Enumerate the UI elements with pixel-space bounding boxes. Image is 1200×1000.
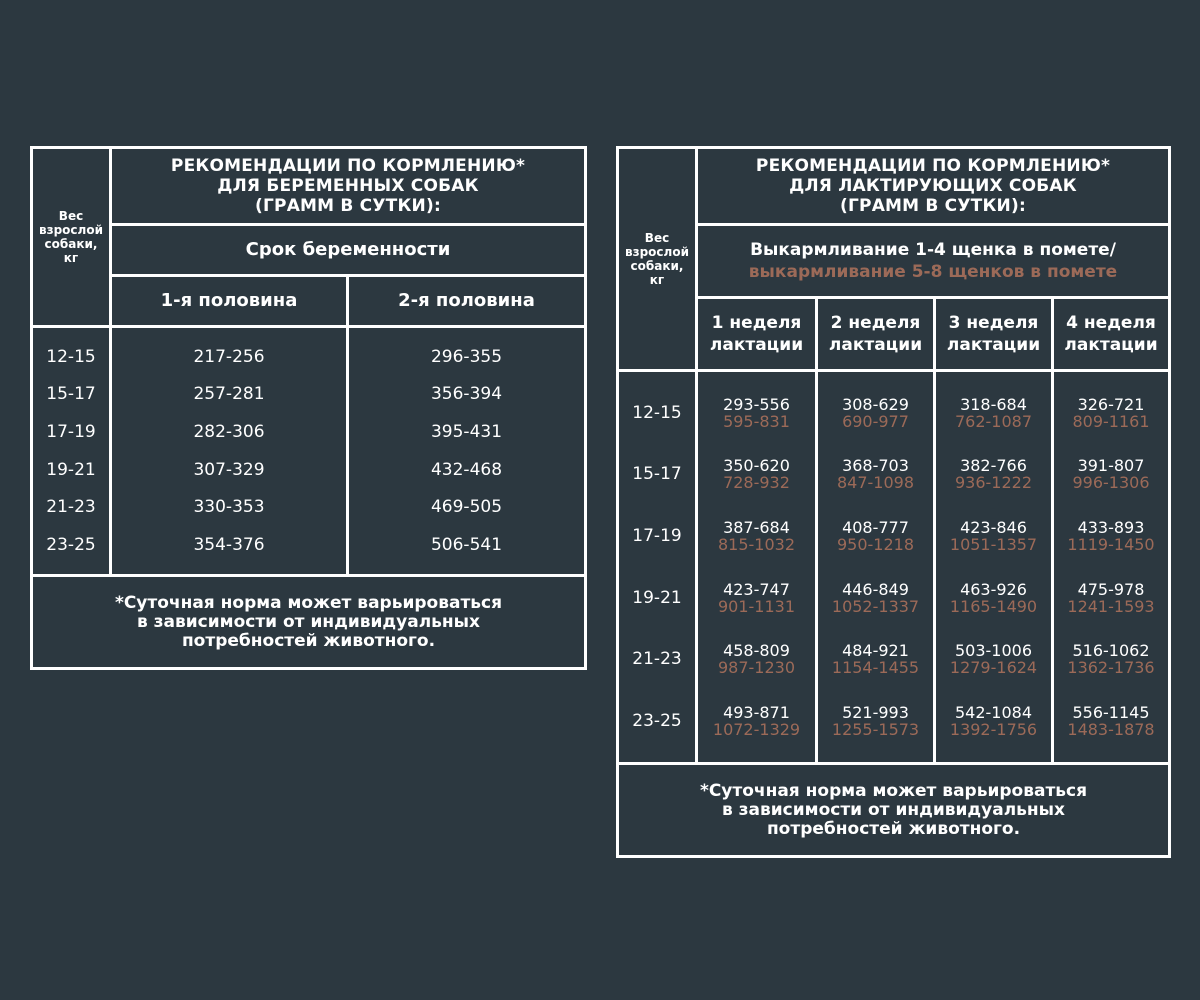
grams-5-8-puppies: 690-977 <box>842 411 909 431</box>
value-pair <box>1067 519 1154 553</box>
value-pair <box>1067 642 1154 676</box>
table-title <box>109 146 587 226</box>
value-pair <box>1072 396 1149 430</box>
weight-value: 17-19 <box>46 422 96 443</box>
table-subtitle <box>695 223 1171 299</box>
grams-value: 354-376 <box>193 535 265 556</box>
grams-5-8-puppies: 987-1230 <box>717 658 796 678</box>
grams-5-8-puppies: 1362-1736 <box>1067 658 1155 678</box>
week-1-column <box>695 369 818 765</box>
grams-value: 330-353 <box>193 497 265 518</box>
pregnancy-term-label: Срок беременности <box>245 239 451 260</box>
weight-header-line: Вес <box>644 231 670 245</box>
grams-1-4-puppies: 308-629 <box>842 394 909 414</box>
column-header-first-half: 1-я половина <box>109 274 349 328</box>
footnote-line: потребностей животного. <box>181 630 436 651</box>
grams-5-8-puppies: 1483-1878 <box>1067 720 1155 740</box>
value-pair <box>718 519 795 553</box>
grams-1-4-puppies: 493-871 <box>723 703 790 723</box>
grams-1-4-puppies: 521-993 <box>842 703 909 723</box>
column-header-week-2: 2 неделя лактации <box>815 296 936 372</box>
grams-5-8-puppies: 1241-1593 <box>1067 596 1155 616</box>
grams-1-4-puppies: 368-703 <box>842 456 909 476</box>
grams-5-8-puppies: 1051-1357 <box>949 535 1038 555</box>
value-pair <box>842 396 909 430</box>
weight-header-line: взрослой <box>39 223 103 237</box>
grams-5-8-puppies: 595-831 <box>723 411 790 431</box>
week-2-column <box>815 369 936 765</box>
weight-value: 19-21 <box>46 459 96 480</box>
grams-5-8-puppies: 1072-1329 <box>712 720 801 740</box>
title-line: РЕКОМЕНДАЦИИ ПО КОРМЛЕНИЮ* <box>170 156 526 176</box>
title-line: (ГРАММ В СУТКИ): <box>840 196 1026 216</box>
column-header-week-4: 4 неделя лактации <box>1051 296 1171 372</box>
value-pair <box>718 642 795 676</box>
value-pair <box>955 396 1032 430</box>
grams-value: 307-329 <box>193 459 265 480</box>
litter-1-4-label: Выкармливание 1-4 щенка в помете/ <box>750 240 1116 260</box>
grams-1-4-puppies: 475-978 <box>1077 579 1145 599</box>
value-pair <box>723 457 790 491</box>
table-title <box>695 146 1171 226</box>
value-pair <box>837 519 914 553</box>
footnote-line: *Суточная норма может варьироваться <box>114 592 503 613</box>
grams-1-4-puppies: 484-921 <box>842 641 909 661</box>
grams-value: 217-256 <box>193 346 265 367</box>
footnote-line: *Суточная норма может варьироваться <box>699 780 1088 801</box>
grams-1-4-puppies: 293-556 <box>723 394 790 414</box>
grams-5-8-puppies: 901-1131 <box>717 596 796 616</box>
weight-header-line: взрослой <box>625 245 689 259</box>
value-pair <box>832 642 919 676</box>
grams-1-4-puppies: 458-809 <box>723 641 790 661</box>
value-pair <box>832 704 919 738</box>
grams-value: 356-394 <box>430 384 503 405</box>
grams-1-4-puppies: 556-1145 <box>1072 703 1150 723</box>
weight-header-line: собаки, <box>630 259 684 273</box>
weight-value: 17-19 <box>632 526 682 547</box>
grams-value: 506-541 <box>430 535 503 556</box>
grams-5-8-puppies: 847-1098 <box>836 473 915 493</box>
weight-header-line: кг <box>649 273 665 287</box>
grams-1-4-puppies: 350-620 <box>723 456 790 476</box>
value-pair <box>1072 457 1149 491</box>
grams-1-4-puppies: 503-1006 <box>954 641 1033 661</box>
grams-5-8-puppies: 950-1218 <box>836 535 915 555</box>
column-header-week-3: 3 неделя лактации <box>933 296 1054 372</box>
grams-1-4-puppies: 446-849 <box>842 579 909 599</box>
column-header-second-half: 2-я половина <box>346 274 587 328</box>
grams-5-8-puppies: 1165-1490 <box>949 596 1038 616</box>
footnote-line: потребностей животного. <box>766 818 1021 839</box>
value-pair <box>1067 581 1154 615</box>
grams-5-8-puppies: 1052-1337 <box>831 596 920 616</box>
grams-5-8-puppies: 1255-1573 <box>831 720 920 740</box>
grams-value: 432-468 <box>430 459 503 480</box>
weight-header-cell <box>30 146 112 328</box>
week-4-column <box>1051 369 1171 765</box>
value-pair <box>950 704 1037 738</box>
grams-5-8-puppies: 762-1087 <box>954 411 1033 431</box>
footnote <box>616 762 1171 858</box>
weight-value: 23-25 <box>46 535 96 556</box>
footnote-line: в зависимости от индивидуальных <box>136 611 480 632</box>
grams-5-8-puppies: 1119-1450 <box>1067 535 1155 555</box>
grams-5-8-puppies: 1154-1455 <box>831 658 920 678</box>
weight-header-line: собаки, <box>44 237 98 251</box>
grams-1-4-puppies: 423-846 <box>960 518 1027 538</box>
grams-5-8-puppies: 936-1222 <box>954 473 1033 493</box>
weight-value: 21-23 <box>46 497 96 518</box>
value-pair <box>837 457 914 491</box>
value-pair <box>718 581 795 615</box>
value-pair <box>832 581 919 615</box>
grams-5-8-puppies: 815-1032 <box>717 535 796 555</box>
grams-1-4-puppies: 433-893 <box>1077 518 1145 538</box>
grams-5-8-puppies: 1392-1756 <box>949 720 1038 740</box>
weight-header-line: Вес <box>58 209 84 223</box>
weight-value: 15-17 <box>632 464 682 485</box>
title-line: РЕКОМЕНДАЦИИ ПО КОРМЛЕНИЮ* <box>755 156 1111 176</box>
grams-5-8-puppies: 809-1161 <box>1072 411 1150 431</box>
weight-value: 23-25 <box>632 711 682 732</box>
grams-1-4-puppies: 408-777 <box>842 518 909 538</box>
grams-1-4-puppies: 387-684 <box>723 518 790 538</box>
second-half-column <box>346 325 587 577</box>
value-pair <box>950 642 1037 676</box>
value-pair <box>950 581 1037 615</box>
weight-value: 12-15 <box>632 402 682 423</box>
grams-5-8-puppies: 728-932 <box>723 473 790 493</box>
grams-5-8-puppies: 1279-1624 <box>949 658 1038 678</box>
grams-1-4-puppies: 463-926 <box>960 579 1027 599</box>
grams-value: 296-355 <box>430 346 503 367</box>
weight-value: 12-15 <box>46 346 96 367</box>
litter-5-8-label: выкармливание 5-8 щенков в помете <box>748 262 1118 282</box>
weight-value: 15-17 <box>46 384 96 405</box>
grams-value: 257-281 <box>193 384 265 405</box>
value-pair <box>955 457 1032 491</box>
weight-header-line: кг <box>63 251 79 265</box>
title-line: ДЛЯ ЛАКТИРУЮЩИХ СОБАК <box>789 176 1077 196</box>
weight-column <box>30 325 112 577</box>
value-pair <box>713 704 800 738</box>
grams-1-4-puppies: 318-684 <box>960 394 1027 414</box>
footnote-line: в зависимости от индивидуальных <box>721 799 1065 820</box>
grams-1-4-puppies: 326-721 <box>1077 394 1145 414</box>
grams-value: 395-431 <box>430 422 503 443</box>
value-pair <box>1067 704 1154 738</box>
weight-value: 19-21 <box>632 587 682 608</box>
value-pair <box>950 519 1037 553</box>
first-half-column <box>109 325 349 577</box>
grams-value: 282-306 <box>193 422 265 443</box>
title-line: ДЛЯ БЕРЕМЕННЫХ СОБАК <box>217 176 479 196</box>
footnote <box>30 574 587 670</box>
grams-1-4-puppies: 423-747 <box>723 579 790 599</box>
grams-5-8-puppies: 996-1306 <box>1072 473 1150 493</box>
grams-1-4-puppies: 516-1062 <box>1072 641 1150 661</box>
grams-1-4-puppies: 391-807 <box>1077 456 1145 476</box>
weight-value: 21-23 <box>632 649 682 670</box>
grams-1-4-puppies: 382-766 <box>960 456 1027 476</box>
column-header-week-1: 1 неделя лактации <box>695 296 818 372</box>
grams-1-4-puppies: 542-1084 <box>954 703 1033 723</box>
weight-column <box>616 369 698 765</box>
weight-header-cell <box>616 146 698 372</box>
table-subtitle <box>109 223 587 277</box>
grams-value: 469-505 <box>430 497 503 518</box>
title-line: (ГРАММ В СУТКИ): <box>255 196 441 216</box>
week-3-column <box>933 369 1054 765</box>
value-pair <box>723 396 790 430</box>
